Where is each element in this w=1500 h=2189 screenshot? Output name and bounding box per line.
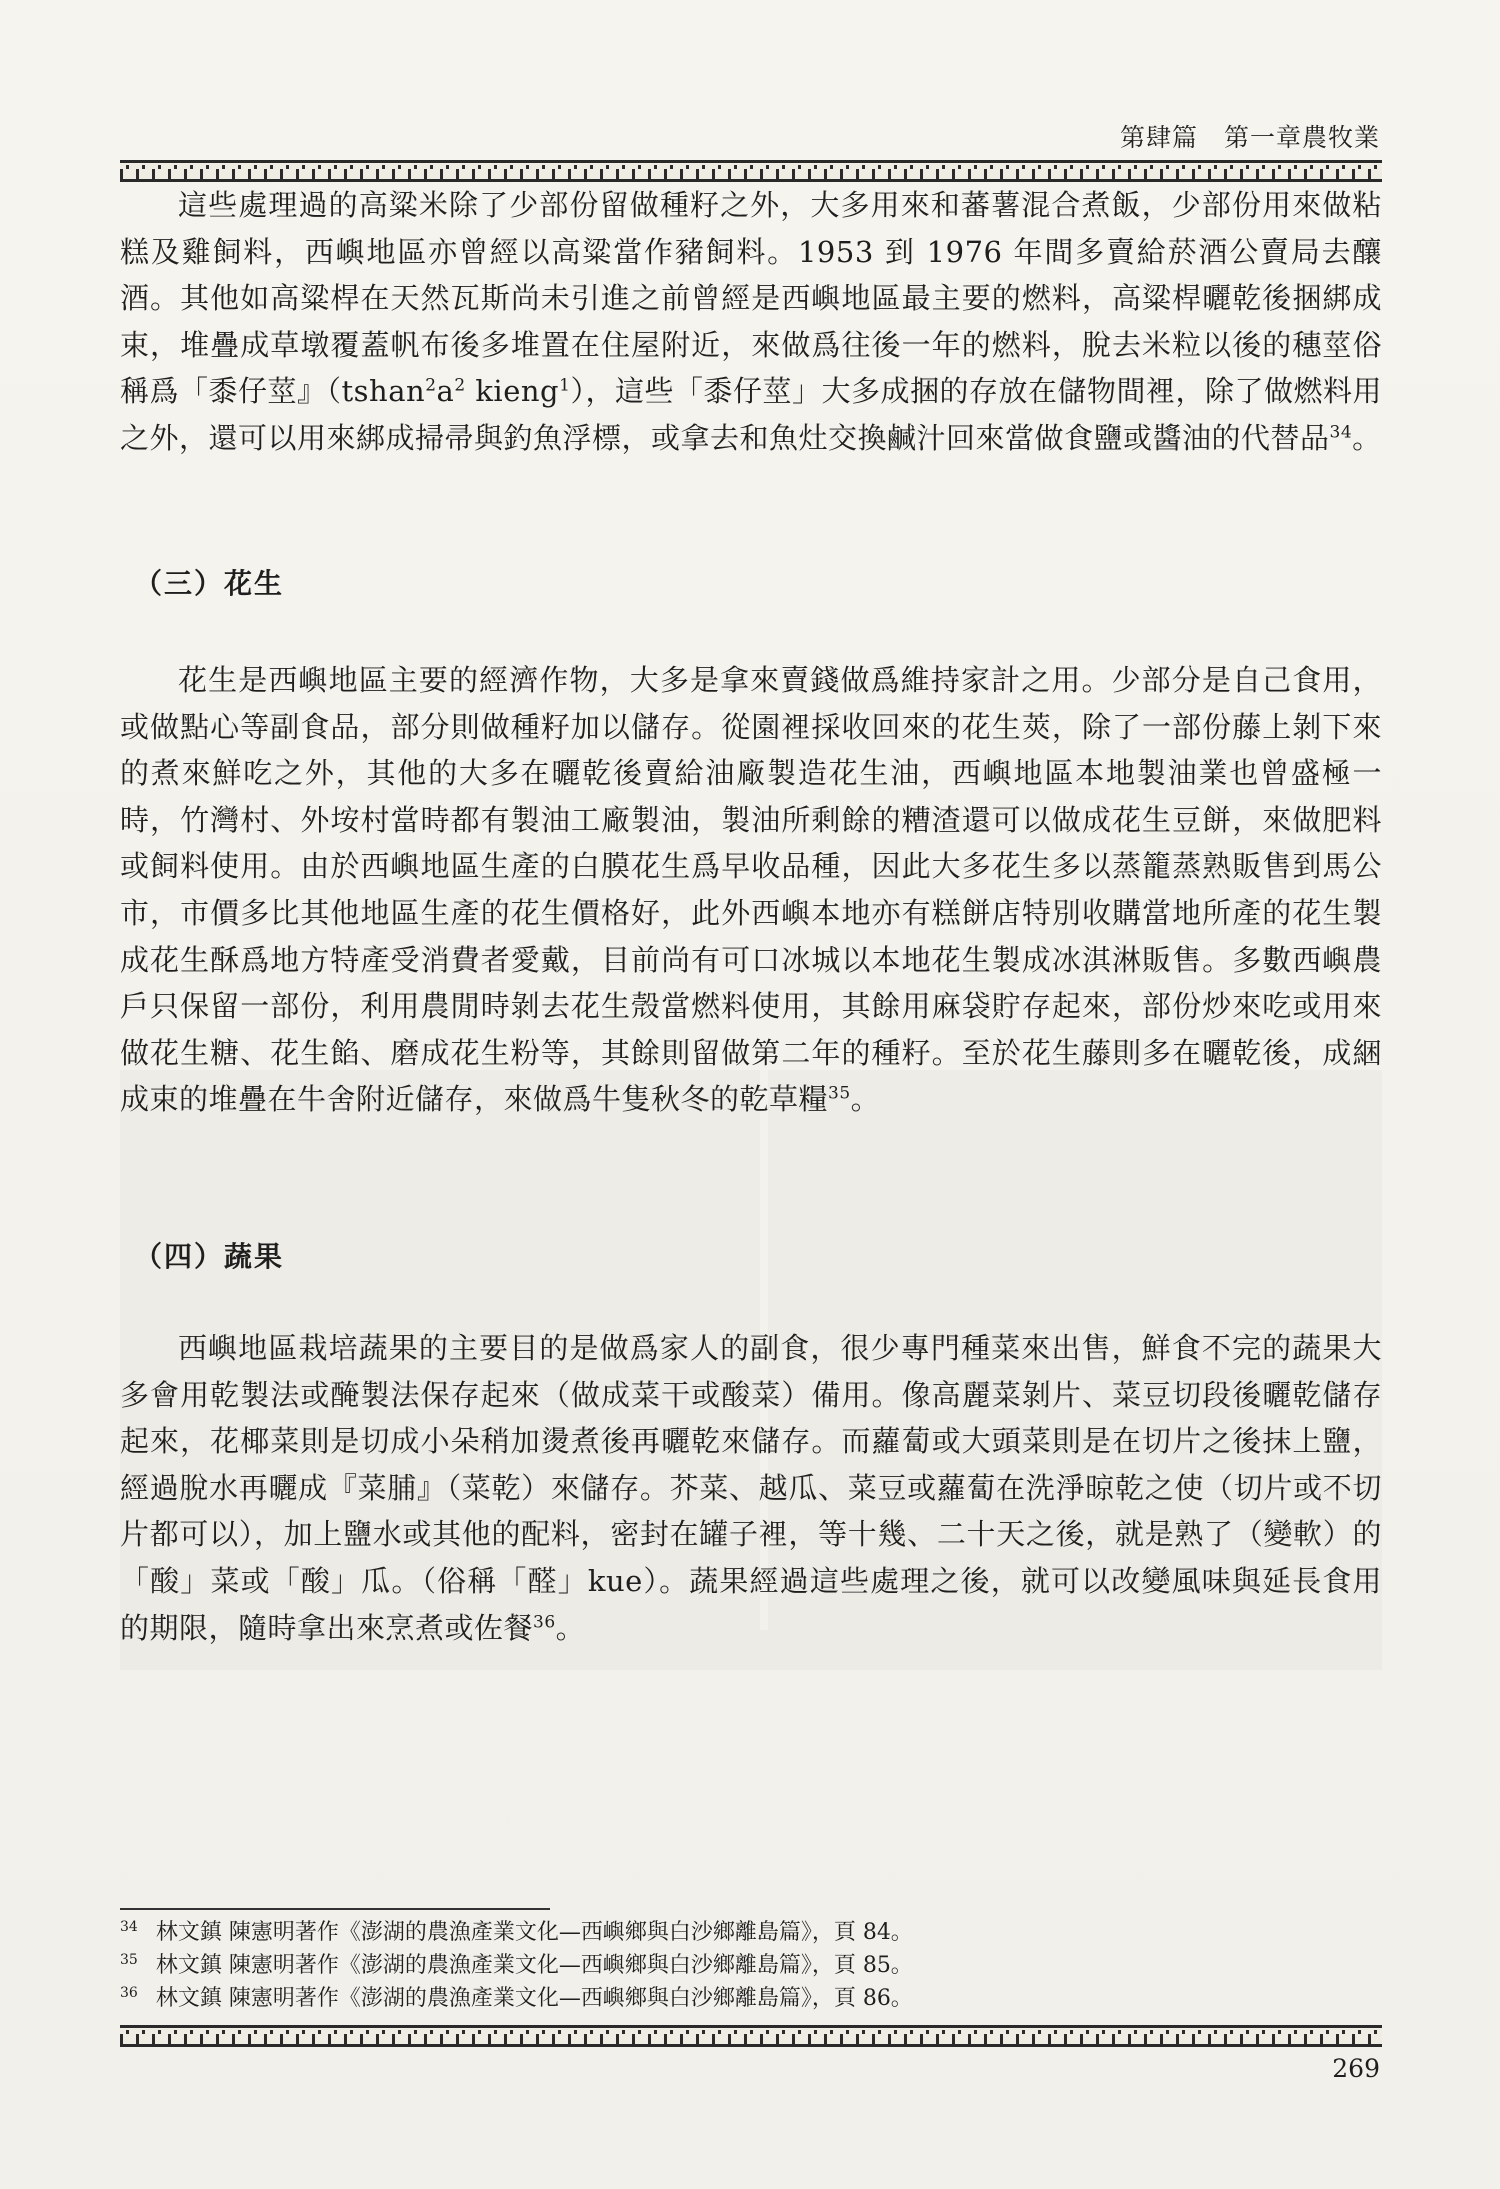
page-number: 269 <box>1332 2054 1380 2083</box>
running-head-part: 第肆篇 <box>1119 123 1198 152</box>
para1-text-b: a <box>436 374 455 409</box>
footnote-36 <box>120 1982 1382 2015</box>
top-meander-border <box>120 160 1382 182</box>
para2-text: 花生是西嶼地區主要的經濟作物，大多是拿來賣錢做爲維持家計之用。少部分是自己食用，或做點心等副食品，部分則做種籽加以儲存。從園裡採收回來的花生莢，除了一部份藤上剝下來的煮來鮮吃之外，其他的大多在曬乾後賣給油廠製造花生油，西嶼地區本地製油業也曾盛極一時，竹灣村、外垵村當時都有製油工廠製油，製油所剩餘的糟渣還可以做成花生豆餅，來做肥料或飼料使用。由於西嶼地區生產的白膜花生爲早收品種，因此大多花生多以蒸籠蒸熟販售到馬公市，市價多比其他地區生產的花生價格好，此外西嶼本地亦有糕餅店特別收購當地所產的花生製成花生酥爲地方特產受消費者愛戴，目前尚有可口冰城以本地花生製成冰淇淋販售。多數西嶼農戶只保留一部份，利用農閒時剝去花生殼當燃料使用，其餘用麻袋貯存起來，部份炒來吃或用來做花生糖、花生餡、磨成花生粉等，其餘則留做第二年的種籽。至於花生藤則多在曬乾後，成綑成束的堆疊在牛舍附近儲存，來做爲牛隻秋冬的乾草糧 <box>120 663 1382 1117</box>
footnote-34 <box>120 1916 1382 1949</box>
footnote-text: 林文鎮 陳憲明著作《澎湖的農漁產業文化—西嶼鄉與白沙鄉離島篇》，頁 84。 <box>155 1920 913 1945</box>
footnote-number: 35 <box>120 1951 138 1968</box>
footnote-number: 36 <box>120 1984 138 2001</box>
footnote-text: 林文鎮 陳憲明著作《澎湖的農漁產業文化—西嶼鄉與白沙鄉離島篇》，頁 86。 <box>155 1986 913 2011</box>
para1-text-a: 這些處理過的高粱米除了少部份留做種籽之外，大多用來和蕃薯混合煮飯，少部份用來做粘糕及雞飼料，西嶼地區亦曾經以高粱當作豬飼料。1953 到 1976 年間多賣給菸酒公賣局去釀酒。其他如高粱桿在天然瓦斯尚未引進之前曾經是西嶼地區最主要的燃料，高粱桿曬乾後捆綁成束，堆疊成草墩覆蓋帆布後多堆置在住屋附近，來做爲往後一年的燃料，脫去米粒以後的穗莖俗稱爲「黍仔莖』（tshan <box>120 188 1382 409</box>
para3-text: 西嶼地區栽培蔬果的主要目的是做爲家人的副食，很少專門種菜來出售，鮮食不完的蔬果大多會用乾製法或醃製法保存起來（做成菜干或酸菜）備用。像高麗菜剝片、菜豆切段後曬乾儲存起來，花椰菜則是切成小朵稍加燙煮後再曬乾來儲存。而蘿蔔或大頭菜則是在切片之後抹上鹽，經過脫水再曬成『菜脯』（菜乾）來儲存。芥菜、越瓜、菜豆或蘿蔔在洗淨晾乾之使（切片或不切片都可以），加上鹽水或其他的配料，密封在罐子裡，等十幾、二十天之後，就是熟了（變軟）的「酸」菜或「酸」瓜。（俗稱「醛」kue）。蔬果經過這些處理之後，就可以改變風味與延長食用的期限，隨時拿出來烹煮或佐餐 <box>120 1331 1382 1645</box>
paragraph-sorghum-uses <box>120 182 1382 462</box>
tone-mark: 2 <box>425 375 437 396</box>
footnote-number: 34 <box>120 1918 138 1935</box>
footnote-ref-35[interactable]: 35 <box>828 1083 851 1104</box>
footnotes <box>120 1916 1382 2015</box>
footnote-text: 林文鎮 陳憲明著作《澎湖的農漁產業文化—西嶼鄉與白沙鄉離島篇》，頁 85。 <box>155 1953 913 1978</box>
paragraph-vegetables <box>120 1325 1382 1651</box>
footnote-divider <box>120 1908 550 1910</box>
para1-text-d: ），這些「黍仔莖」大多成捆的存放在儲物間裡，除了做燃料用之外，還可以用來綁成掃帚與釣魚浮標，或拿去和魚灶交換鹹汁回來當做食鹽或醬油的代替品 <box>120 374 1382 455</box>
paragraph-peanut <box>120 657 1382 1123</box>
tone-mark: 2 <box>454 375 466 396</box>
bottom-meander-border <box>120 2025 1382 2047</box>
footnote-35 <box>120 1949 1382 1982</box>
footnote-ref-36[interactable]: 36 <box>533 1611 556 1632</box>
section-heading-vegetables: （四）蔬果 <box>134 1240 285 1273</box>
running-head-chapter: 第一章農牧業 <box>1223 123 1380 152</box>
tone-mark: 1 <box>559 375 571 396</box>
footnote-ref-34[interactable]: 34 <box>1329 422 1353 443</box>
running-head <box>1120 118 1380 154</box>
para1-end: 。 <box>1352 420 1382 455</box>
para1-text-c: kieng <box>465 374 560 409</box>
para3-end: 。 <box>555 1610 586 1645</box>
section-heading-peanut: （三）花生 <box>134 567 285 600</box>
para2-end: 。 <box>850 1082 881 1117</box>
